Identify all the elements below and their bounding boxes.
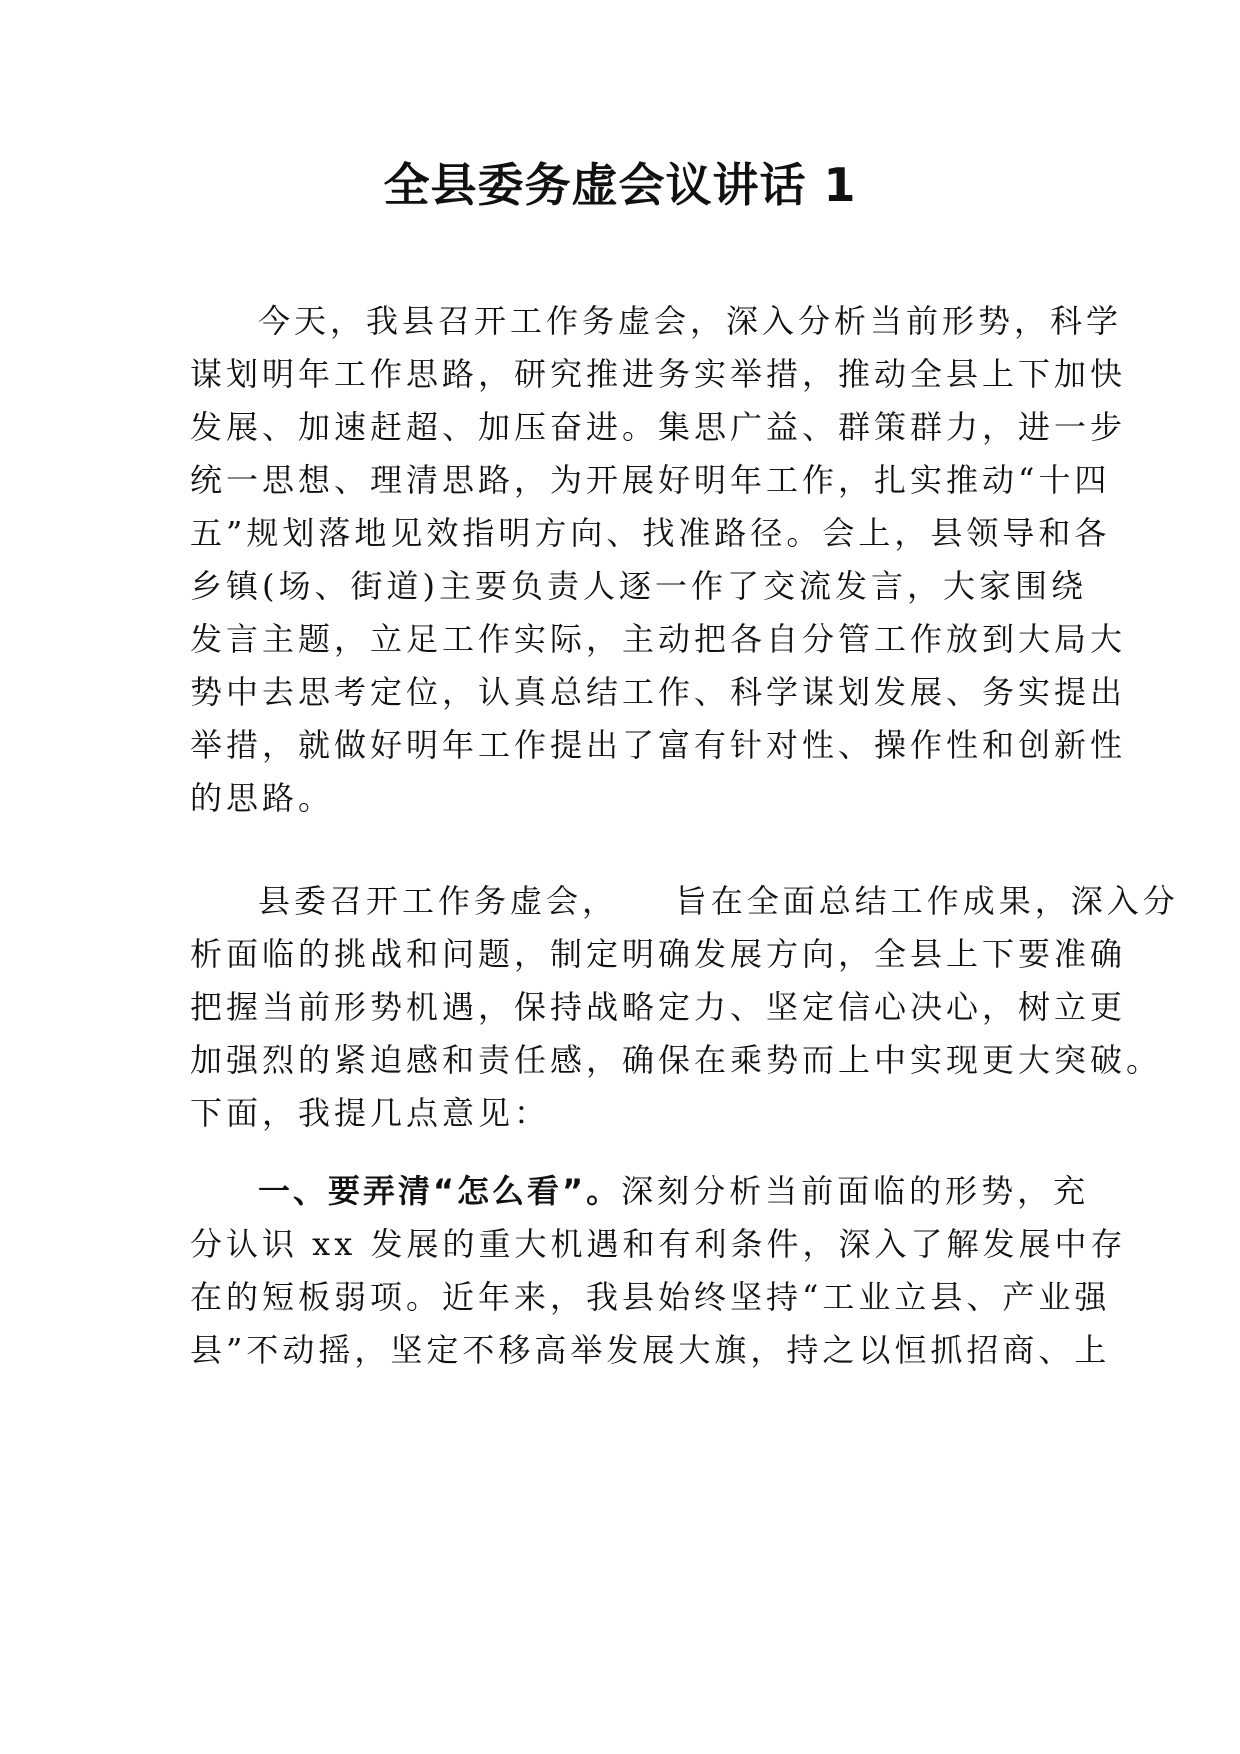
paragraph-line: 的思路。 — [190, 779, 335, 817]
paragraph-line: 五”规划落地见效指明方向、找准路径。会上，县领导和各 — [190, 514, 1111, 552]
paragraph-purpose — [190, 875, 1179, 1140]
paragraph-line: 分认识 xx 发展的重大机遇和有利条件，深入了解发展中存 — [190, 1225, 1127, 1263]
paragraph-line: 今天，我县召开工作务虚会，深入分析当前形势，科学 — [258, 302, 1123, 340]
paragraph-section-one — [190, 1165, 1127, 1377]
paragraph-line: 县委召开工作务虚会， 旨在全面总结工作成果，深入分 — [258, 882, 1179, 920]
paragraph-line: 把握当前形势机遇，保持战略定力、坚定信心决心，树立更 — [190, 988, 1127, 1026]
section-first-line — [190, 1165, 1090, 1218]
paragraph-line: 发言主题，立足工作实际，主动把各自分管工作放到大局大 — [190, 620, 1127, 658]
paragraph-line: 加强烈的紧迫感和责任感，确保在乘势而上中实现更大突破。 — [190, 1041, 1163, 1079]
paragraph-line: 析面临的挑战和问题，制定明确发展方向，全县上下要准确 — [190, 935, 1127, 973]
paragraph-line: 谋划明年工作思路，研究推进务实举措，推动全县上下加快 — [190, 355, 1127, 393]
paragraph-line: 在的短板弱项。近年来，我县始终坚持“工业立县、产业强 — [190, 1278, 1111, 1316]
section-first-line-text: 深刻分析当前面临的形势，充 — [621, 1172, 1090, 1210]
paragraph-line: 县”不动摇，坚定不移高举发展大旗，持之以恒抓招商、上 — [190, 1331, 1111, 1369]
paragraph-line: 乡镇(场、街道)主要负责人逐一作了交流发言，大家围绕 — [190, 567, 1087, 605]
section-heading: 一、要弄清“怎么看”。 — [258, 1172, 622, 1210]
paragraph-line: 举措，就做好明年工作提出了富有针对性、操作性和创新性 — [190, 726, 1127, 764]
paragraph-line: 发展、加速赶超、加压奋进。集思广益、群策群力，进一步 — [190, 408, 1127, 446]
paragraph-line: 势中去思考定位，认真总结工作、科学谋划发展、务实提出 — [190, 673, 1127, 711]
paragraph-intro — [190, 295, 1127, 825]
document-title: 全县委务虚会议讲话 1 — [383, 158, 857, 212]
paragraph-line: 下面，我提几点意见： — [190, 1094, 551, 1132]
paragraph-line: 统一思想、理清思路，为开展好明年工作，扎实推动“十四 — [190, 461, 1111, 499]
